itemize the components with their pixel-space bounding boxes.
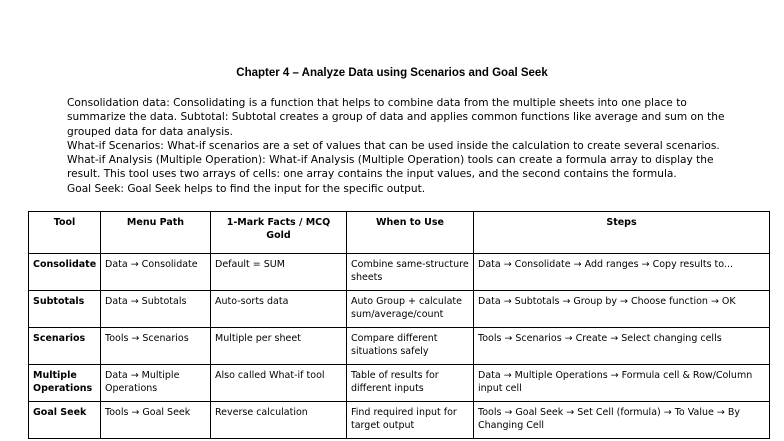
header-facts: 1-Mark Facts / MCQ Gold <box>211 212 347 254</box>
header-tool: Tool <box>29 212 101 254</box>
cell-when-to-use: Table of results for different inputs <box>347 365 474 402</box>
cell-steps: Data → Consolidate → Add ranges → Copy results to... <box>474 254 770 291</box>
cell-steps: Data → Multiple Operations → Formula cell & Row/Column input cell <box>474 365 770 402</box>
table-row <box>29 402 770 439</box>
header-menu-path: Menu Path <box>101 212 211 254</box>
cell-facts: Multiple per sheet <box>211 328 347 365</box>
intro-goal-seek: Goal Seek: Goal Seek helps to find the input for the specific output. <box>67 182 426 195</box>
cell-tool: Multiple Operations <box>29 365 101 402</box>
table-header-row <box>29 212 770 254</box>
cell-tool: Consolidate <box>29 254 101 291</box>
intro-consolidation-subtotal: Consolidation data: Consolidating is a function that helps to combine data from the multiple sheets into one place to summarize the data. Subtotal: Subtotal creates a group of data and applies common functions like average and sum on the grouped data for data analysis. <box>67 97 725 138</box>
cell-steps: Tools → Goal Seek → Set Cell (formula) → To Value → By Changing Cell <box>474 402 770 439</box>
cell-tool: Subtotals <box>29 291 101 328</box>
cell-steps: Tools → Scenarios → Create → Select changing cells <box>474 328 770 365</box>
cell-facts: Reverse calculation <box>211 402 347 439</box>
page-title: Chapter 4 – Analyze Data using Scenarios and Goal Seek <box>236 67 548 79</box>
cell-menu-path: Data → Consolidate <box>101 254 211 291</box>
cell-menu-path: Data → Multiple Operations <box>101 365 211 402</box>
cell-menu-path: Tools → Scenarios <box>101 328 211 365</box>
cell-steps: Data → Subtotals → Group by → Choose function → OK <box>474 291 770 328</box>
header-steps: Steps <box>474 212 770 254</box>
cell-when-to-use: Auto Group + calculate sum/average/count <box>347 291 474 328</box>
cell-facts: Auto-sorts data <box>211 291 347 328</box>
tools-table <box>28 211 770 439</box>
cell-when-to-use: Combine same-structure sheets <box>347 254 474 291</box>
cell-when-to-use: Compare different situations safely <box>347 328 474 365</box>
cell-facts: Default = SUM <box>211 254 347 291</box>
cell-menu-path: Data → Subtotals <box>101 291 211 328</box>
table-row <box>29 254 770 291</box>
intro-text <box>67 96 747 196</box>
intro-what-if-scenarios: What-if Scenarios: What-if scenarios are a set of values that can be used inside the calculation to create several scenarios. <box>67 139 720 152</box>
cell-facts: Also called What-if tool <box>211 365 347 402</box>
table-row <box>29 291 770 328</box>
table-row <box>29 328 770 365</box>
cell-when-to-use: Find required input for target output <box>347 402 474 439</box>
intro-multiple-operation: What-if Analysis (Multiple Operation): What-if Analysis (Multiple Operation) tools can create a formula array to display the result. This tool uses two arrays of cells: one array contains the input values, and the second contains the formula. <box>67 154 714 181</box>
header-when-to-use: When to Use <box>347 212 474 254</box>
table-row <box>29 365 770 402</box>
cell-tool: Scenarios <box>29 328 101 365</box>
cell-tool: Goal Seek <box>29 402 101 439</box>
cell-menu-path: Tools → Goal Seek <box>101 402 211 439</box>
